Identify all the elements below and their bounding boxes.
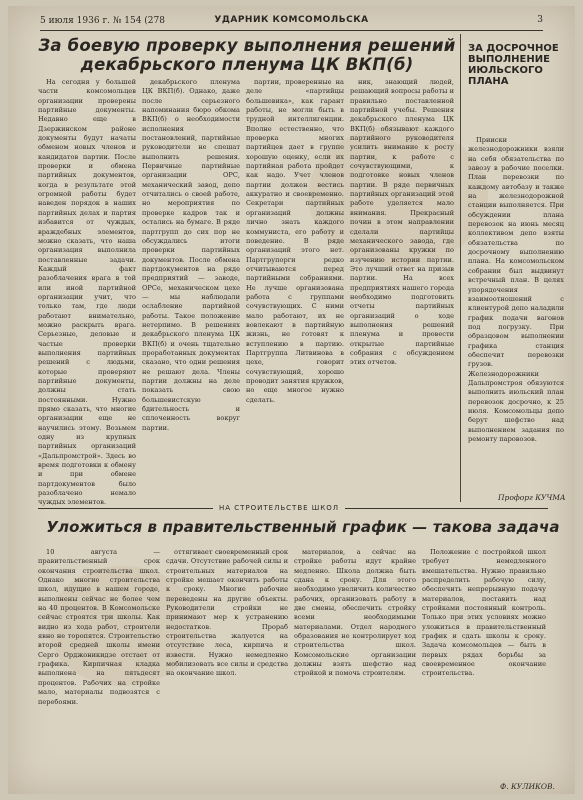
sidebar-signature: Профорг КУЧМА — [498, 493, 566, 502]
article2-column-4: Положение с постройкой школ требует немедленного вмешательства. Нужно правильно распределить рабочую силу, обеспечить непрерывную подачу материалов, поставить над стройками постоянный контроль. Только при этих условиях можно уложиться в правительственный график и сдать школы к сроку. Задача комсомольцев — быть в первых рядах борьбы за своевременное окончание строительства. — [422, 548, 546, 678]
newspaper-page — [8, 6, 575, 794]
issue-date: 5 июля 1936 г. № 154 (278 — [40, 16, 165, 26]
sidebar-column: Прииски железнодорожники взяли на себя обязательства по завозу в рабочие поселки. План перевозки по каждому автобазу и также на железнодорожной станции выполняется. При обсуждении плана перевозок на июнь месяц коллективом депо взяты обязательства по досрочному выполнению плана. На комсомольском собрании был выдвинут встречный план. В целях упорядочения взаимоотношений с клиентурой депо наладили график подачи вагонов под погрузку. При образцовом выполнении графика станция обеспечит перевозки грузов. Железнодорожники Дальпромстроя обязуются выполнить июльский план перевозок досрочно, к 25 июля. Комсомольцы депо берут шефство над выполнением задания по ремонту паровозов. — [468, 136, 564, 443]
article-column-4: ник, знающий людей, решающий вопросы работы и правильно поставленной партийной учебы. Решения декабрьского пленума ЦК ВКП(б) обязывают каждого партийного руководителя усилить внимание к росту партии, к работе с сочувствующими, к подготовке новых членов партии. В ряде первичных партийных организаций этой работе уделяется мало внимания. Прекрасный почин в этом направлении сделали партийцы механического завода, где организованы кружки по изучению истории партии. Это лучший ответ на призыв партии. На всех предприятиях нашего города необходимо подготовить отчеты партийных организаций о ходе выполнения решений пленума и провести открытые партийные собрания с обсуждением этих отчетов. — [350, 78, 454, 367]
section-label: НА СТРОИТЕЛЬСТВЕ ШКОЛ — [213, 504, 345, 512]
page-number: 3 — [537, 15, 543, 25]
article2-column-2: оттягивает своевременный срок сдачи. Отсутствие рабочей силы и строительных материалов на стройке мешает окончить работы к сроку. Многие рабочие переведены на другие объекты. Руководители стройки не принимают мер к устранению недостатков. Прораб строительства жалуется на отсутствие леса, кирпича и извести. Нужно немедленно мобилизовать все силы и средства на окончание школ. — [166, 548, 288, 678]
column-divider — [460, 34, 461, 502]
masthead — [40, 14, 543, 31]
article2-headline: Уложиться в правительственный график — такова задача — [46, 518, 560, 536]
article-column-1: На сегодня у большей части комсомольцев организации проверены партийные документы. Недавно еще в Дзержинском районе документы будут начаты обменом новых членов и кандидатов партии. После проверки и обмена партийных документов, когда в результате этой огромной работы будет наведен порядок в наших партийных делах и партия избавится от чуждых, враждебных элементов, можно сказать, что наша организация выполнила поставленные задачи. Каждый факт разоблачения врага в той или иной партийной организации учит, что только там, где люди работают внимательно, можно раскрыть врага. Серьезные, деловые и частые проверки выполнения партийных решений с людьми, которые проверяют партийные документы, должны стать постоянными. Нужно прямо сказать, что многие организации еще не научились этому. Возьмем одну из крупных партийных организаций «Дальпромстрой». Здесь во время подготовки к обмену и при обмене партдокументов было разоблачено немало чуждых элементов. — [38, 78, 136, 507]
article-column-2: декабрьского пленума ЦК ВКП(б). Однако, даже после серьезного напоминания бюро обкома ВКП(б) о необходимости исполнения постановлений, партийные руководители не спешат выполнить решения. Первичные партийные организации ОРС, механический завод, депо отчитались о своей работе, но мероприятия по проверке кадров так и остались на бумаге. В ряде партгрупп до сих пор не обсуждались итоги проверки партийных документов. После обмена партдокументов на ряде предприятий — заводе, ОРСе, механическом цехе — мы наблюдали ослабление партийной работы. Такое положение нетерпимо. В решениях декабрьского пленума ЦК ВКП(б) и очень тщательно проработанных документах сказано, что одни решения не решают дела. Члены партии должны на деле показать свою большевистскую бдительность и сплоченность вокруг партии. — [142, 78, 240, 432]
article-headline: За боевую проверку выполнения решений декабрьского пленума ЦК ВКП(б) — [38, 36, 456, 74]
article2-signature: Ф. КУЛИКОВ. — [500, 782, 555, 791]
article-column-3: партии, проверенные на деле «партийцы большевика», как гарант работы, не могли быть в трудной интеллигенции. Вполне естественно, что проверка многих партийцев дает в группе хорошую оценку, если их партийная работа пройдет как надо. Учет членов партии должен вестись аккуратно и своевременно. Секретари партийных организаций должны лично знать каждого коммуниста, его работу и поведение. В ряде организаций этого нет. Партгрупорги редко отчитываются перед партийными собраниями. Не лучше организована работа с группами сочувствующих. С ними мало работают, их не вовлекают в партийную жизнь, не готовят к вступлению в партию. Партгруппа Литвинова в цехе, говорит сочувствующий, хорошо проводит занятия кружков, но еще многое нужно сделать. — [246, 78, 344, 404]
article2-column-1: 10 августа — правительственный срок окончания строительства школ. Однако многие строительства школ, идущие в нашем городе, выполнены сейчас не более чем на 40 процентов. В Комсомольске сейчас строятся три школы. Как видно из хода работ, строители явно не торопятся. Строительство второй средней школы имени Серго Орджоникидзе отстает от графика. Кирпичная кладка выполнена на пятьдесят процентов. Рабочих на стройке мало, материалы подвозятся с перебоями. — [38, 548, 160, 706]
sidebar-headline: ЗА ДОСРОЧНОЕ ВЫПОЛНЕНИЕ ИЮЛЬСКОГО ПЛАНА — [468, 43, 559, 87]
newspaper-title: УДАРНИК КОМСОМОЛЬСКА — [214, 15, 369, 25]
article2-column-3: материалов, а сейчас на стройке работы идут крайне медленно. Школа должна быть сдана к сроку. Для этого необходимо увеличить количество рабочих, организовать работу в две смены, обеспечить стройку всеми необходимыми материалами. Отдел народного образования не контролирует ход строительства школ. Комсомольские организации должны взять шефство над стройкой и помочь строителям. — [294, 548, 416, 678]
